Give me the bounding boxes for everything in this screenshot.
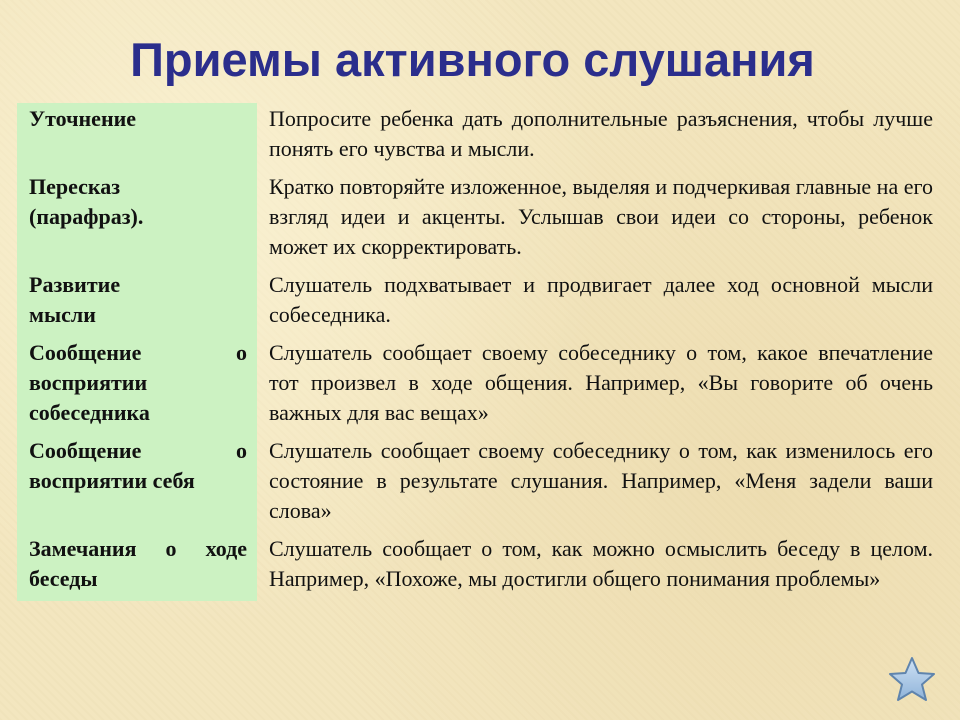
term-cell: Уточнение — [17, 103, 257, 171]
table-row — [17, 103, 944, 171]
table-row — [17, 533, 944, 601]
term-cell: Замечания о ходе беседы — [17, 533, 257, 601]
term-cell: Развитие мысли — [17, 269, 257, 337]
description-cell: Слушатель сообщает о том, как можно осмыслить беседу в целом. Например, «Похоже, мы достигли общего понимания проблемы» — [269, 536, 933, 591]
table-row — [17, 435, 944, 533]
star-icon — [887, 655, 937, 705]
star-nav-button[interactable] — [887, 655, 937, 705]
description-cell: Кратко повторяйте изложенное, выделяя и подчеркивая главные на его взгляд идеи и акценты. Услышав свои идеи со стороны, ребенок может их скорректировать. — [269, 174, 933, 259]
techniques-table — [17, 103, 944, 601]
description-cell: Слушатель подхватывает и продвигает далее ход основной мысли собеседника. — [269, 272, 933, 327]
description-cell: Попросите ребенка дать дополнительные разъяснения, чтобы лучше понять его чувства и мысли. — [269, 106, 933, 161]
term-cell: Пересказ (парафраз). — [17, 171, 257, 269]
table-row — [17, 337, 944, 435]
term-cell: Сообщение о восприятии собеседника — [17, 337, 257, 435]
description-cell: Слушатель сообщает своему собеседнику о том, какое впечатление тот произвел в ходе общения. Например, «Вы говорите об очень важных для вас вещах» — [269, 340, 933, 425]
description-cell: Слушатель сообщает своему собеседнику о том, как изменилось его состояние в результате слушания. Например, «Меня задели ваши слова» — [269, 438, 933, 523]
table-row — [17, 269, 944, 337]
table-row — [17, 171, 944, 269]
term-cell: Сообщение о восприятии себя — [17, 435, 257, 533]
slide-title: Приемы активного слушания — [130, 33, 815, 86]
